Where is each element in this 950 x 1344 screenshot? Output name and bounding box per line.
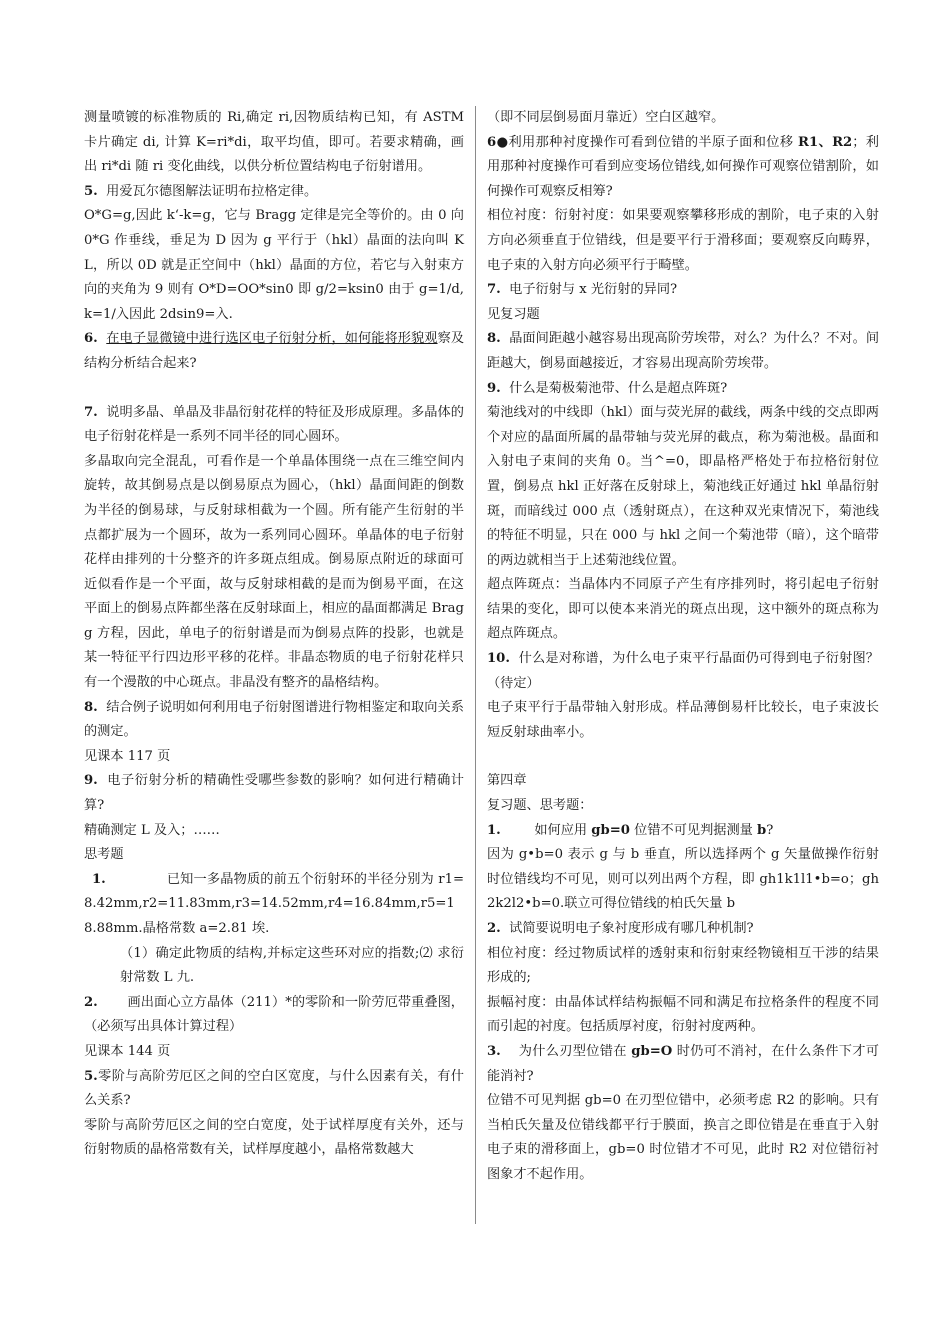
answer-r1: 因为 g•b=0 表示 g 与 b 垂直，所以选择两个 g 矢量做操作衍射时位错线均不可见，则可以列出两个方程，即 gh1k1l1•b=o；gh2k2l2•b=0.联立可得位错线的柏氏矢量 b <box>487 847 879 912</box>
question-number: 9. <box>84 773 98 789</box>
answer-9a: 菊池线对的中线即（hkl）面与荧光屏的截线，两条中线的交点即两个对应的晶面所属的晶带轴与荧光屏的截点，称为菊池极。晶面和入射电子束间的夹角 0。当^=0，即晶格严格处于布拉格衍射位置，倒易点 hkl 正好落在反射球上，菊池线正好通过 hkl 单晶衍射斑，而暗线过 000 点（透射斑点），在这种双光束情况下，菊池线的特征不明显，只在 000 与 hkl 之间一个菊池带（暗），这个暗带的两边就相当于上述菊池线位置。 <box>487 405 879 568</box>
question-text: 位错不可见判据测量 <box>629 822 758 838</box>
question-text: 试简要说明电子象衬度形成有哪几种机制? <box>509 921 754 936</box>
answer-t2: 见课本 144 页 <box>84 1043 171 1059</box>
question-text: 画出面心立方晶体（211）*的零阶和一阶劳厄带重叠图，（必须写出具体计算过程） <box>84 994 464 1035</box>
right-column <box>487 106 879 1188</box>
question-9 <box>84 769 464 818</box>
question-5 <box>84 180 464 205</box>
review-question-2 <box>487 917 879 942</box>
blank-line <box>487 745 879 769</box>
question-text: 结合例子说明如何利用电子衍射图谱进行物相鉴定和取向关系的测定。 <box>84 699 464 740</box>
question-text: 零阶与高阶劳厄区之间的空白区宽度，与什么因素有关，有什么关系? <box>84 1068 464 1109</box>
question-text: 说明多晶、单晶及非晶衍射花样的特征及形成原理。多晶体的电子衍射花样是一系列不同半径的同心圆环。 <box>84 404 464 445</box>
question-number: 6. <box>84 331 98 347</box>
question-6 <box>84 327 464 376</box>
question-number: 5. <box>84 183 98 199</box>
question-6 <box>487 131 879 205</box>
question-text: 利用那种衬度操作可看到位错的半原子面和位移 <box>508 134 798 150</box>
question-text: 已知一多晶物质的前五个衍射环的半径分别为 r1=8.42mm,r2=11.83mm,r3=14.52mm,r4=16.84mm,r5=18.88mm.晶格常数 a=2.81 埃. <box>84 871 465 936</box>
question-text: 时仍可不消衬，在什么条件下才可能消衬? <box>487 1043 879 1084</box>
question-text: 什么是菊极菊池带、什么是超点阵斑? <box>509 380 728 396</box>
question-text: ；利用那种衬度操作可看到应变场位错线,如何操作可观察位错割阶，如何操作可观察反相筹? <box>487 134 879 199</box>
question-number: 1. <box>487 822 501 838</box>
section-heading: 复习题、思考题： <box>487 798 593 814</box>
blank-line <box>84 377 464 401</box>
question-text: 什么是对称谱，为什么电子束平行晶面仍可得到电子衍射图？（待定） <box>487 651 879 691</box>
review-question-1 <box>487 819 879 844</box>
paragraph: 测量喷镀的标准物质的 Ri,确定 ri,因物质结构已知，有 ASTM 卡片确定 di, 计算 K=ri*di，取平均值，即可。若要求精确，画出 ri*di 随 ri 变化曲线，以供分析位置结构电子衍射谱用。 <box>84 110 464 175</box>
paragraph: （即不同层倒易面月靠近）空白区越窄。 <box>487 110 725 125</box>
column-divider <box>475 106 476 1224</box>
question-text: 电子衍射与 x 光衍射的异同? <box>509 282 678 298</box>
question-7 <box>84 401 464 450</box>
answer-r2b: 振幅衬度：由晶体试样结构振幅不同和满足布拉格条件的程度不同而引起的衬度。包括质厚衬度，衍射衬度两种。 <box>487 994 879 1035</box>
question-number: 9. <box>487 380 501 396</box>
question-number: 3. <box>487 1043 501 1059</box>
chapter-heading: 第四章 <box>487 773 527 789</box>
think-question-2 <box>84 991 464 1040</box>
answer-10: 电子束平行于晶带轴入射形成。样品薄倒易杆比较长，电子束波长短反射球曲率小。 <box>487 700 879 740</box>
underlined-text: 在电子显微镜中进行选区电子衍射分析，如何能将形貌观 <box>106 331 438 347</box>
question-number: 5. <box>84 1068 98 1084</box>
bold-text: gb=O <box>631 1043 673 1059</box>
question-number: 7. <box>487 282 501 298</box>
answer-8: 见课本 117 页 <box>84 748 171 764</box>
question-text: ? <box>766 822 774 838</box>
bold-text: b <box>757 822 767 838</box>
question-number: 2. <box>487 921 501 936</box>
answer-9: 精确测定 L 及入；…… <box>84 822 220 838</box>
answer-t5: 零阶与高阶劳厄区之间的空白宽度，处于试样厚度有关外，还与衍射物质的晶格常数有关，试样厚度越小，晶格常数越大 <box>84 1117 464 1158</box>
question-8 <box>84 696 464 745</box>
bold-text: R1、R2 <box>798 134 853 150</box>
bold-text: gb=0 <box>591 822 630 838</box>
question-text: 用爱瓦尔德图解法证明布拉格定律。 <box>106 183 318 199</box>
question-10 <box>487 647 879 696</box>
answer-9b: 超点阵斑点：当晶体内不同原子产生有序排列时，将引起电子衍射结果的变化，即可以使本来消光的斑点出现，这中额外的斑点称为超点阵斑点。 <box>487 577 879 642</box>
question-text: 晶面间距越小越容易出现高阶劳埃带，对么？为什么？不对。间距越大，倒易面越接近，才容易出现高阶劳埃带。 <box>487 331 880 371</box>
question-7 <box>487 278 879 303</box>
left-column <box>84 106 464 1163</box>
answer-r3: 位错不可见判据 gb=0 在刃型位错中，必须考虑 R2 的影响。只有当柏氏矢量及位错线都平行于膜面，换言之即位错是在垂直于入射电子束的滑移面上，gb=0 时位错才不可见，此时 R2 对位错衍衬图象才不起作用。 <box>487 1093 879 1182</box>
sub-question: （1）确定此物质的结构,并标定这些环对应的指数;⑵ 求衍射常数 L 九. <box>120 945 464 986</box>
answer-6: 相位衬度：衍射衬度：如果要观察攀移形成的割阶，电子束的入射方向必须垂直于位错线，但是要平行于滑移面；要观察反向畴界，电子束的入射方向必须平行于畸壁。 <box>487 208 879 273</box>
answer-5: O*G=g,因此 k‘-k=g，它与 Bragg 定律是完全等价的。由 0 向 0*G 作垂线，垂足为 D 因为 g 平行于（hkl）晶面的法向叫 KL，所以 0D 就是正空间中（hkl）晶面的方位，若它与入射束方向的夹角为 9 则有 O*D=OO*sin0 即 g/2=ksin0 由于 g=1/d, k=1/入因此 2dsin9=入. <box>84 208 464 322</box>
answer-r2a: 相位衬度：经过物质试样的透射束和衍射束经物镜相互干涉的结果形成的; <box>487 945 879 986</box>
think-question-1 <box>84 868 464 942</box>
question-number: 2. <box>84 994 98 1010</box>
question-number: 10. <box>487 651 510 667</box>
answer-7: 见复习题 <box>487 306 540 322</box>
question-8 <box>487 327 879 376</box>
answer-7: 多晶取向完全混乱，可看作是一个单晶体围绕一点在三维空间内旋转，故其倒易点是以倒易原点为圆心，（hkl）晶面间距的倒数为半径的倒易球，与反射球相截为一个圆。所有能产生衍射的半点都扩展为一个圆环，故为一系列同心圆环。单晶体的电子衍射花样由排列的十分整齐的许多斑点组成。倒易原点附近的球面可近似看作是一个平面，故与反射球相截的是而为倒易平面，在这平面上的倒易点阵都坐落在反射球面上，相应的晶面都满足 Bragg 方程，因此，单电子的衍射谱是而为倒易点阵的投影，也就是某一特征平行四边形平移的花样。非晶态物质的电子衍射花样只有一个漫散的中心斑点。非晶没有整齐的晶格结构。 <box>84 453 464 691</box>
question-number: 1. <box>92 871 106 887</box>
section-heading: 思考题 <box>84 847 124 863</box>
question-number: 8. <box>84 699 98 715</box>
question-number: 7. <box>84 404 98 420</box>
review-question-3 <box>487 1040 879 1089</box>
question-text: 如何应用 <box>534 822 592 838</box>
think-question-5 <box>84 1065 464 1114</box>
question-9 <box>487 377 879 402</box>
question-number: 6● <box>487 134 509 150</box>
question-number: 8. <box>487 331 501 347</box>
question-text: 察及结构分析结合起来? <box>84 331 465 371</box>
question-text: 电子衍射分析的精确性受哪些参数的影响？如何进行精确计算? <box>84 773 464 814</box>
question-text: 为什么刃型位错在 <box>518 1043 632 1059</box>
